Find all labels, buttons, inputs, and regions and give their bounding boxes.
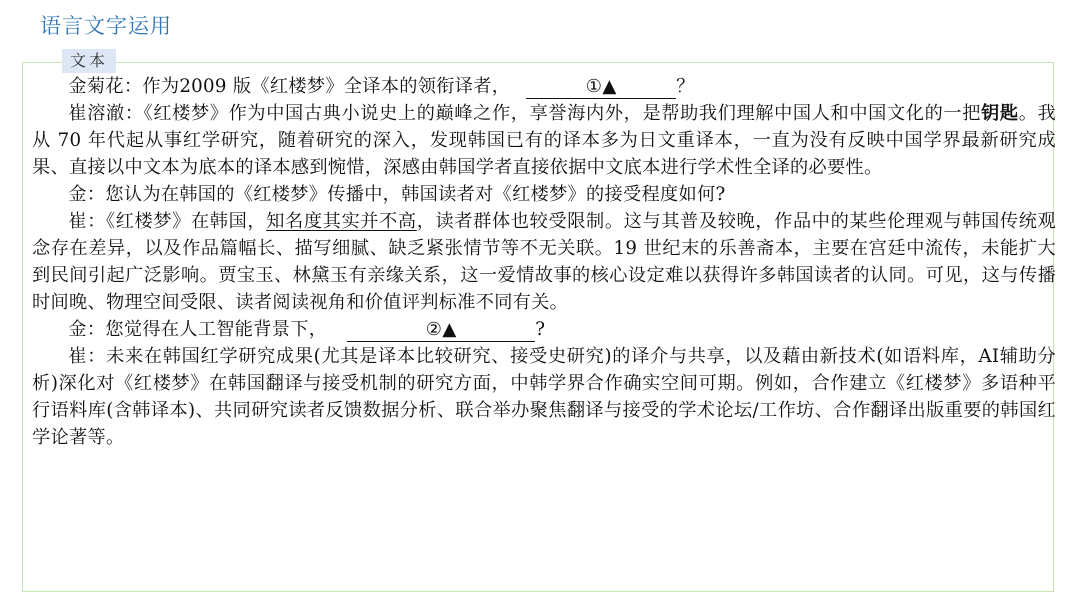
blank-1[interactable]: ①▲ [526,76,676,99]
paragraph-5 [32,316,1056,343]
blank-2[interactable]: ②▲ [347,319,535,342]
para4-text-rest: ，读者群体也较受限制。这与其普及较晚，作品中的某些伦理观与韩国传统观念存在差异，以及作品篇幅长、描写细腻、缺乏紧张情节等不无关联。19 世纪末的乐善斋本，主要在宫廷中流传，未能扩大到民间引起广泛影响。贾宝玉、林黛玉有亲缘关系，这一爱情故事的核心设定难以获得许多韩国读者的认同。可见，这与传播时间晚、物理空间受限、读者阅读视角和价值评判标准不同有关。 [32,211,1057,313]
para5-end: ? [535,319,546,340]
para4-text: 崔：《红楼梦》在韩国， [68,211,267,232]
text-label-tag: 文本 [62,49,116,73]
paragraph-1 [32,73,1056,100]
paragraph-6: 崔：未来在韩国红学研究成果(尤其是译本比较研究、接受史研究)的译介与共享，以及藉由新技术(如语料库，AI辅助分析)深化对《红楼梦》在韩国翻译与接受机制的研究方面，中韩学界合作确实空间可期。例如，合作建立《红楼梦》多语种平行语料库(含韩译本)、共同研究读者反馈数据分析、联合举办聚焦翻译与接受的学术论坛/工作坊、合作翻译出版重要的韩国红学论著等。 [32,346,1056,448]
para2-text-rest: 。我从 70 年代起从事红学研究，随着研究的深入，发现韩国已有的译本多为日文重译本，一直为没有反映中国学界最新研究成果、直接以中文本为底本的译本感到惋惜，深感由韩国学者直接依据中文底本进行学术性全译的必要性。 [32,103,1056,178]
para2-bold-word: 钥匙 [981,103,1019,124]
article-body [32,73,1056,451]
para1-end: ？ [676,76,695,97]
section-title: 语言文字运用 [40,14,172,38]
paragraph-4 [32,208,1056,316]
para4-underlined-phrase: 知名度其实并不高 [266,211,417,232]
paragraph-3: 金：您认为在韩国的《红楼梦》传播中，韩国读者对《红楼梦》的接受程度如何? [68,184,726,205]
para1-text: 金菊花：作为2009 版《红楼梦》全译本的领衔译者， [68,76,511,97]
paragraph-2 [32,100,1056,181]
para5-text: 金：您觉得在人工智能背景下， [68,319,328,340]
para2-text: 崔溶澈：《红楼梦》作为中国古典小说史上的巅峰之作，享誉海内外，是帮助我们理解中国人和中国文化的一把 [68,103,982,124]
